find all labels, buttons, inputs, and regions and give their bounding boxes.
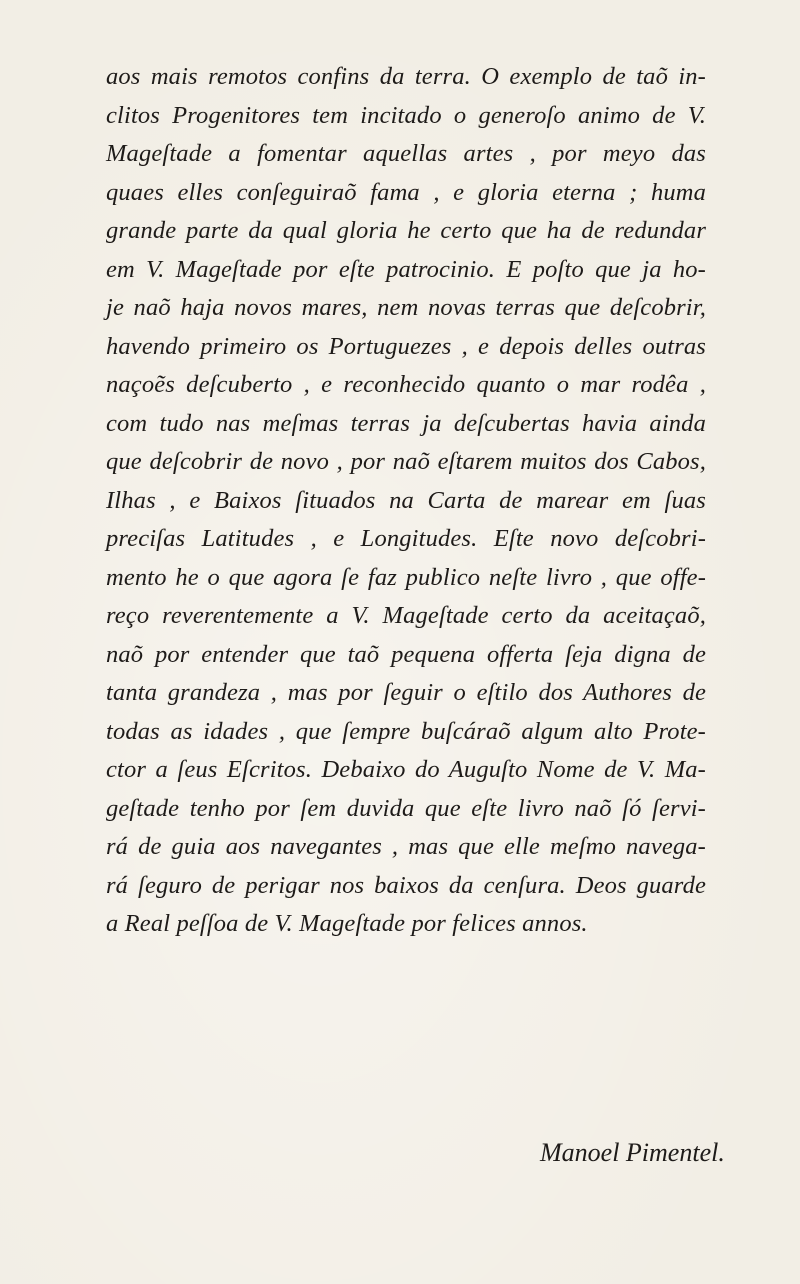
text-line: todas as idades , que ſempre buſcáraõ algum alto Prote- <box>106 717 706 745</box>
text-line: geſtade tenho por ſem duvida que eſte livro naõ ſó ſervi- <box>106 794 706 822</box>
dedication-text <box>106 58 706 944</box>
text-line: mento he o que agora ſe faz publico neſte livro , que offe- <box>106 563 706 591</box>
text-line: reço reverentemente a V. Mageſtade certo da aceitaçaõ, <box>106 602 706 629</box>
text-line: grande parte da qual gloria he certo que ha de redundar <box>106 217 706 244</box>
text-line: com tudo nas meſmas terras ja deſcubertas havia ainda <box>106 409 706 437</box>
text-line: a Real peſſoa de V. Mageſtade por felices annos. <box>106 910 588 937</box>
text-line: naõ por entender que taõ pequena offerta ſeja digna de <box>106 640 706 668</box>
text-line: que deſcobrir de novo , por naõ eſtarem muitos dos Cabos, <box>106 448 706 475</box>
text-line: rá ſeguro de perigar nos baixos da cenſura. Deos guarde <box>106 871 706 899</box>
text-line: aos mais remotos confins da terra. O exemplo de taõ in- <box>106 63 706 90</box>
text-line: Ilhas , e Baixos ſituados na Carta de marear em ſuas <box>106 486 706 514</box>
text-line: je naõ haja novos mares, nem novas terras que deſcobrir, <box>106 294 706 321</box>
text-line: clitos Progenitores tem incitado o generoſo animo de V. <box>106 101 706 129</box>
signature: Manoel Pimentel. <box>540 1138 725 1167</box>
text-line: quaes elles conſeguiraõ fama , e gloria eterna ; huma <box>106 178 706 206</box>
text-line: naçoẽs deſcuberto , e reconhecido quanto o mar rodêa , <box>106 371 706 398</box>
text-line: em V. Mageſtade por eſte patrocinio. E poſto que ja ho- <box>106 255 706 283</box>
text-line: ctor a ſeus Eſcritos. Debaixo do Auguſto Nome de V. Ma- <box>106 756 706 783</box>
text-line: havendo primeiro os Portuguezes , e depois delles outras <box>106 332 706 360</box>
text-line: tanta grandeza , mas por ſeguir o eſtilo dos Authores de <box>106 679 706 706</box>
text-line: preciſas Latitudes , e Longitudes. Eſte novo deſcobri- <box>106 525 706 552</box>
text-line: rá de guia aos navegantes , mas que elle meſmo navega- <box>106 833 706 860</box>
text-line: Mageſtade a fomentar aquellas artes , por meyo das <box>106 140 706 167</box>
